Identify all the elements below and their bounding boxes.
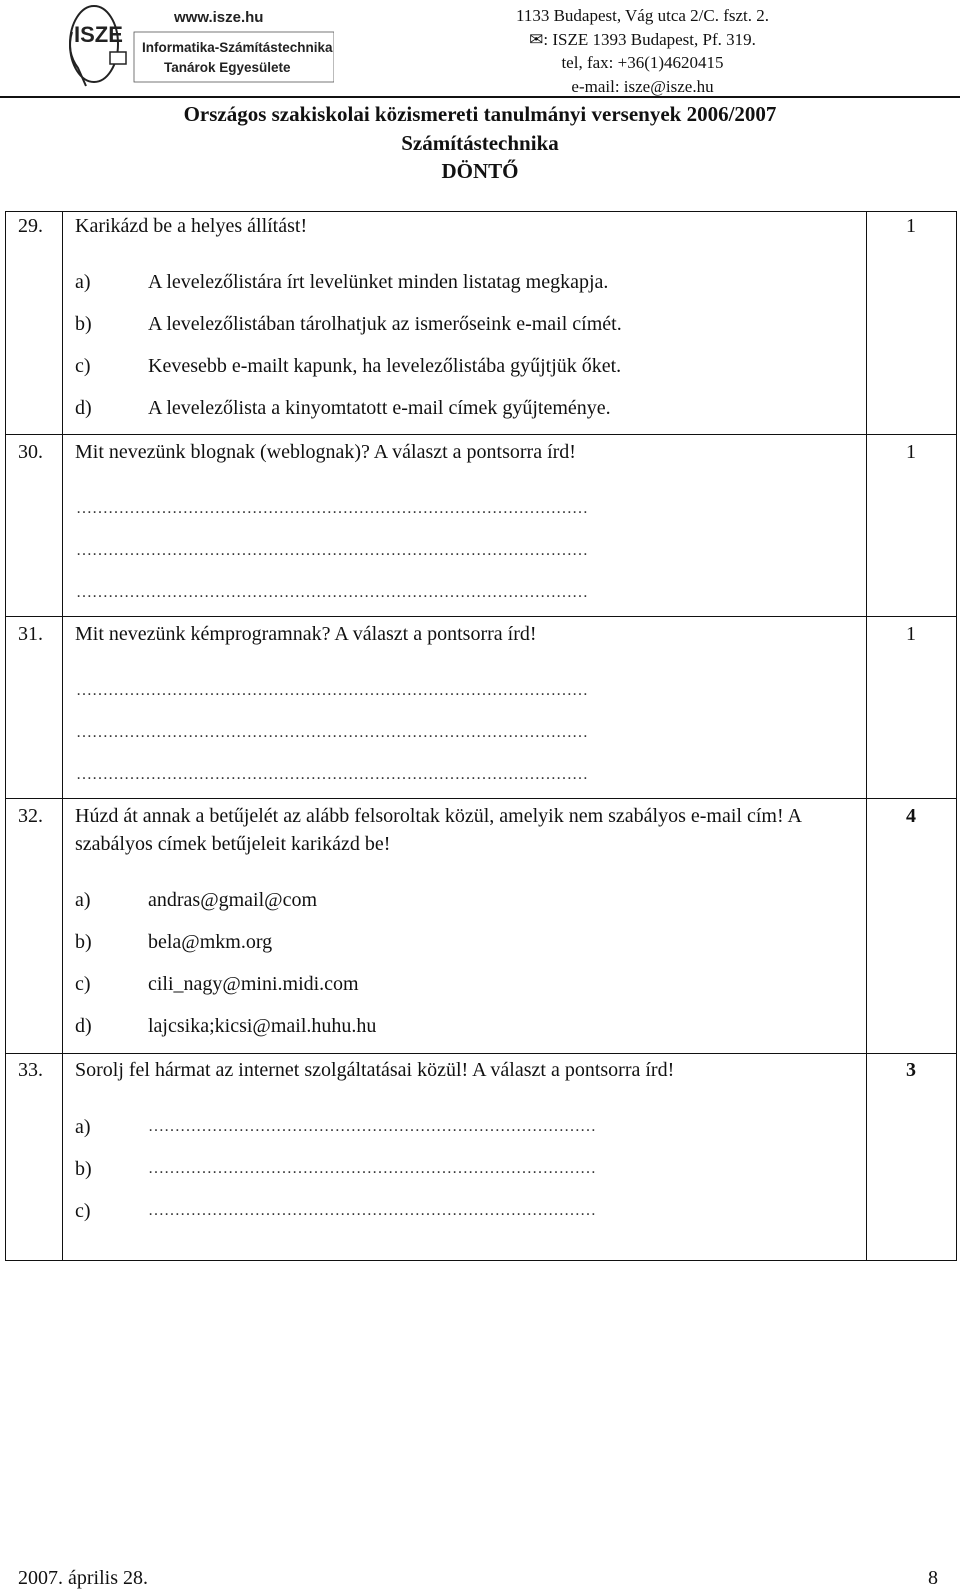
question-text: Sorolj fel hármat az internet szolgáltatásai közül! A választ a pontsorra írd!: [75, 1059, 675, 1081]
question-points: 1: [906, 215, 916, 237]
option-text: A levelezőlista a kinyomtatott e-mail címek gyűjteménye.: [148, 397, 611, 419]
question-number: 31.: [18, 623, 43, 645]
phone-line: tel, fax: +36(1)4620415: [561, 53, 724, 72]
row-divider: [5, 1053, 957, 1054]
row-divider: [5, 616, 957, 617]
address-block: [490, 4, 795, 98]
question-points: 3: [906, 1059, 916, 1081]
option-text: andras@gmail@com: [148, 889, 318, 911]
option-label[interactable]: c): [75, 355, 91, 377]
option-label[interactable]: a): [75, 889, 91, 911]
answer-line[interactable]: …………………………………………………………………………: [148, 1118, 596, 1135]
question-number: 30.: [18, 441, 43, 463]
column-divider: [866, 211, 867, 1261]
page-number: 8: [928, 1567, 938, 1589]
mail-address-line: [490, 28, 795, 52]
question-points: 1: [906, 441, 916, 463]
row-divider: [5, 434, 957, 435]
option-label[interactable]: b): [75, 313, 92, 335]
answer-line[interactable]: ……………………………………………………………………………………: [76, 584, 588, 601]
logo-url: www.isze.hu: [174, 9, 264, 26]
logo-line2: Tanárok Egyesülete: [164, 60, 291, 75]
isze-logo: [64, 2, 334, 88]
answer-line[interactable]: ……………………………………………………………………………………: [76, 724, 588, 741]
option-text: Kevesebb e-mailt kapunk, ha levelezőlistába gyűjtjük őket.: [148, 355, 622, 377]
option-label[interactable]: d): [75, 397, 92, 419]
subject-title: Számítástechnika: [401, 130, 559, 155]
option-label[interactable]: b): [75, 931, 92, 953]
question-text: Karikázd be a helyes állítást!: [75, 215, 308, 237]
option-text: cili_nagy@mini.midi.com: [148, 973, 359, 995]
answer-label: c): [75, 1200, 91, 1222]
address-line: 1133 Budapest, Vág utca 2/C. fszt. 2.: [515, 6, 770, 25]
question-points: 1: [906, 623, 916, 645]
question-number: 29.: [18, 215, 43, 237]
answer-line[interactable]: ……………………………………………………………………………………: [76, 682, 588, 699]
question-text: Húzd át annak a betűjelét az alább felsoroltak közül, amelyik nem szabályos e-mail cím! A szabályos címek betűjeleit karikázd be!: [75, 805, 801, 855]
answer-line[interactable]: …………………………………………………………………………: [148, 1202, 596, 1219]
answer-line[interactable]: ……………………………………………………………………………………: [76, 542, 588, 559]
po-box-text: : ISZE 1393 Budapest, Pf. 319.: [543, 29, 756, 49]
question-number: 32.: [18, 805, 43, 827]
email-line: e-mail: isze@isze.hu: [571, 76, 714, 96]
header-divider: [0, 96, 960, 98]
answer-label: b): [75, 1158, 92, 1180]
logo-letters: ISZE: [74, 22, 123, 47]
competition-title: Országos szakiskolai közismereti tanulmányi versenyek 2006/2007: [183, 102, 777, 126]
option-label[interactable]: c): [75, 973, 91, 995]
option-text: lajcsika;kicsi@mail.huhu.hu: [148, 1015, 377, 1037]
option-label[interactable]: d): [75, 1015, 92, 1037]
question-text: Mit nevezünk blognak (weblognak)? A választ a pontsorra írd!: [75, 441, 576, 463]
envelope-icon: ✉: [529, 29, 544, 49]
option-text: A levelezőlistára írt levelünket minden listatag megkapja.: [148, 271, 609, 293]
question-text: Mit nevezünk kémprogramnak? A választ a pontsorra írd!: [75, 623, 537, 645]
answer-label: a): [75, 1116, 91, 1138]
logo-line1: Informatika-Számítástechnika: [142, 40, 333, 55]
option-text: A levelezőlistában tárolhatjuk az ismerőseink e-mail címét.: [148, 313, 622, 335]
answer-line[interactable]: ……………………………………………………………………………………: [76, 500, 588, 517]
question-points: 4: [906, 805, 916, 827]
option-label[interactable]: a): [75, 271, 91, 293]
answer-line[interactable]: ……………………………………………………………………………………: [76, 766, 588, 783]
column-divider: [62, 211, 63, 1261]
question-number: 33.: [18, 1059, 43, 1081]
row-divider: [5, 798, 957, 799]
round-title: DÖNTŐ: [441, 159, 519, 183]
option-text: bela@mkm.org: [148, 931, 273, 953]
footer-date: 2007. április 28.: [18, 1567, 148, 1589]
document-titles: [0, 100, 960, 186]
answer-line[interactable]: …………………………………………………………………………: [148, 1160, 596, 1177]
